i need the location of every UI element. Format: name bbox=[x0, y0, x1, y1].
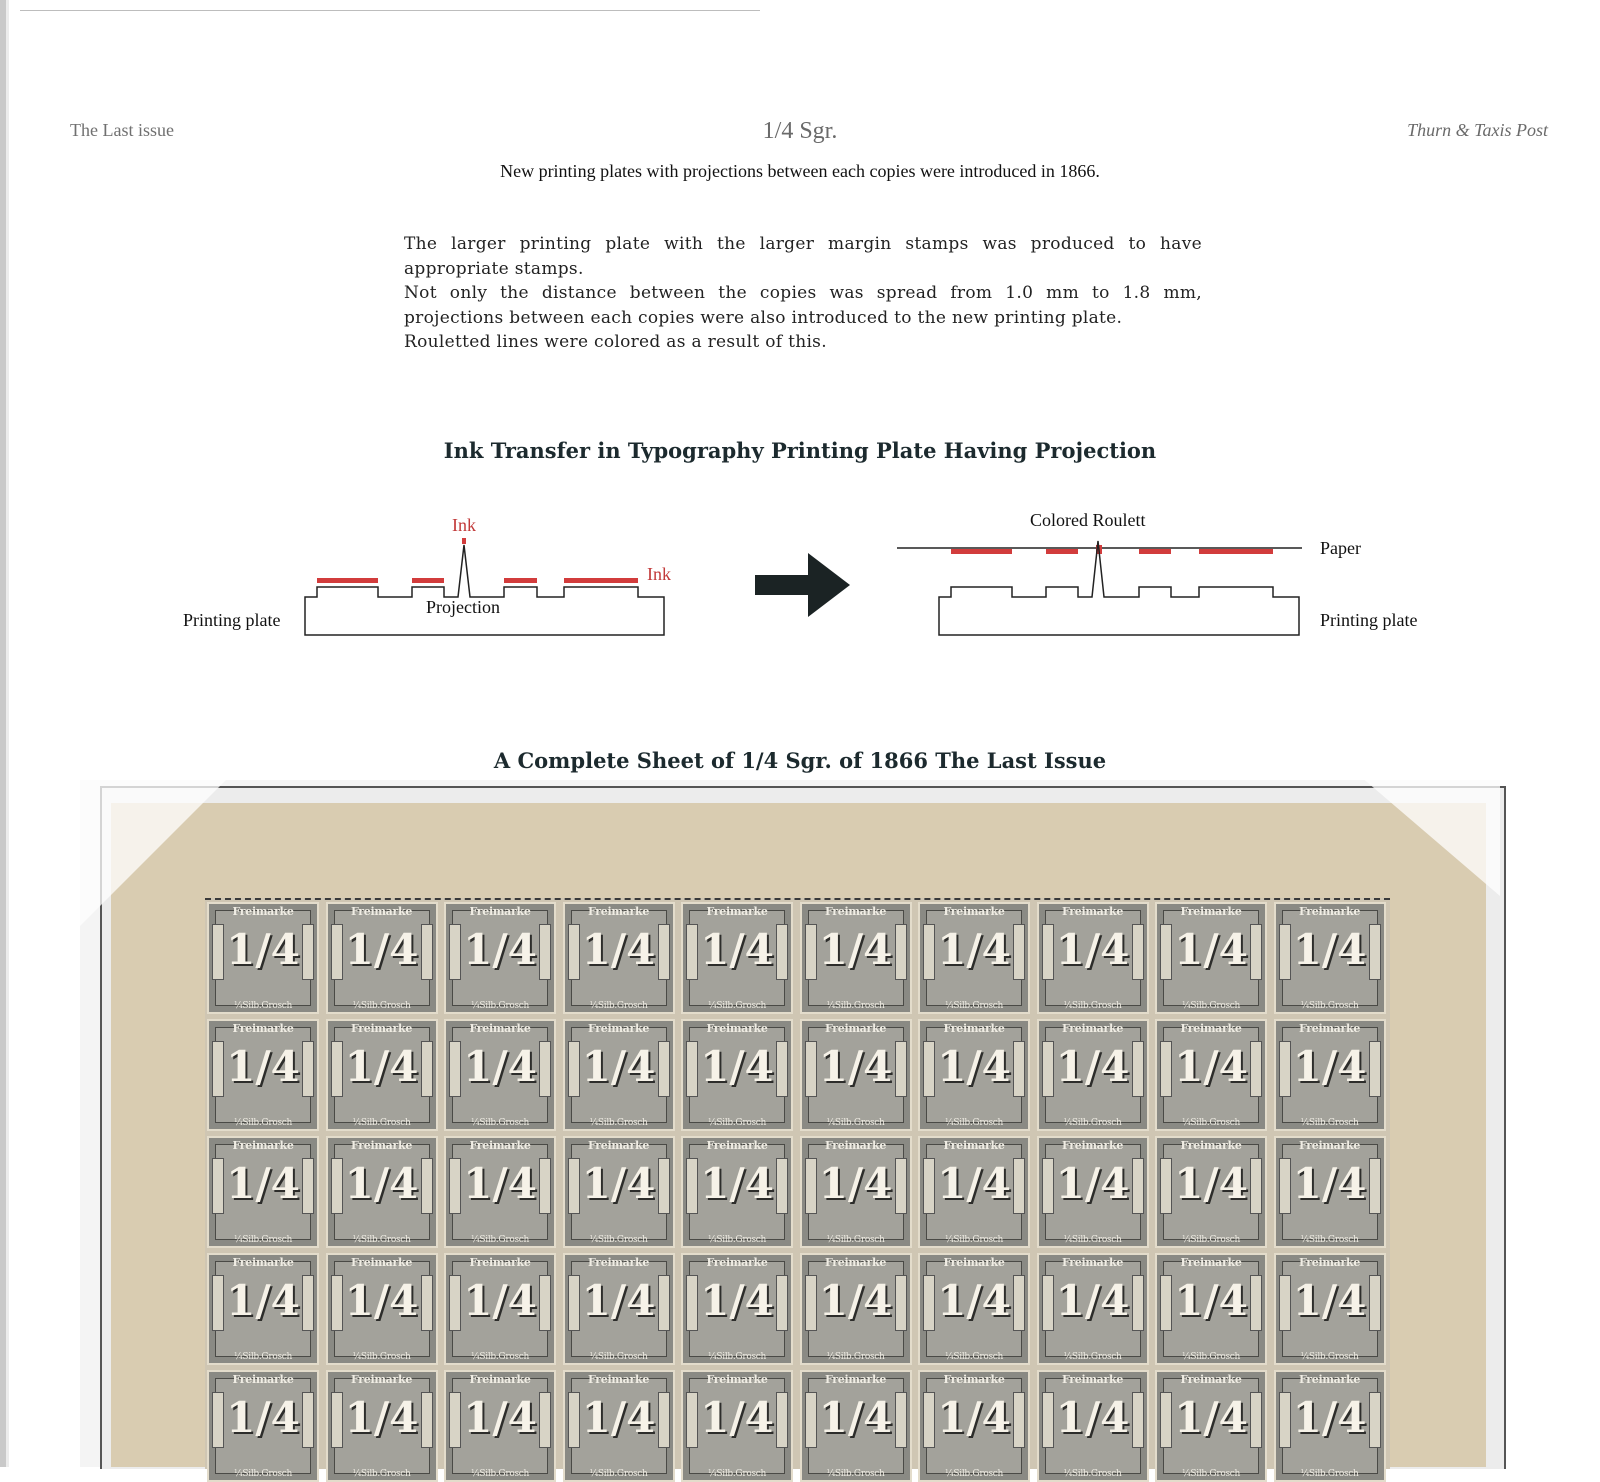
stamp bbox=[1155, 1370, 1267, 1482]
stamp-value: 1/4 bbox=[937, 1276, 1011, 1325]
arrow-icon bbox=[755, 553, 850, 617]
stamp-top-text: Freimarke bbox=[350, 1022, 413, 1035]
stamp-bottom-text: ¼Silb.Grosch bbox=[233, 1352, 293, 1362]
header-title: 1/4 Sgr. bbox=[762, 118, 838, 144]
stamp-bottom-text: ¼Silb.Grosch bbox=[589, 1352, 648, 1362]
stamp-value: 1/4 bbox=[818, 1159, 893, 1208]
stamp-bottom-text: ¼Silb.Grosch bbox=[352, 1235, 411, 1245]
stamp-top-text: Freimarke bbox=[469, 1139, 531, 1152]
stamp bbox=[207, 1253, 319, 1365]
stamp-value: 1/4 bbox=[1055, 1276, 1130, 1325]
stamp-value: 1/4 bbox=[1174, 1393, 1248, 1442]
stamp-value: 1/4 bbox=[344, 1393, 419, 1442]
description-paragraph: The larger printing plate with the larger margin stamps was produced to have appropriate stamps. bbox=[404, 234, 1202, 279]
stamp-value: 1/4 bbox=[344, 1159, 419, 1208]
stamp bbox=[1274, 902, 1386, 1014]
stamp-top-text: Freimarke bbox=[1061, 1373, 1124, 1386]
stamp bbox=[444, 902, 556, 1014]
stamp-value: 1/4 bbox=[1174, 1159, 1248, 1208]
paper-ink-mark bbox=[951, 549, 1012, 554]
stamp-top-text: Freimarke bbox=[706, 1256, 768, 1269]
description-paragraph: Rouletted lines were colored as a result of this. bbox=[404, 332, 827, 352]
left-printing-plate bbox=[305, 545, 664, 635]
stamp-value: 1/4 bbox=[1174, 925, 1248, 974]
stamp-top-text: Freimarke bbox=[1298, 1373, 1361, 1386]
stamp-value: 1/4 bbox=[226, 1042, 300, 1091]
stamp-top-text: Freimarke bbox=[1061, 1139, 1124, 1152]
stamp-bottom-text: ¼Silb.Grosch bbox=[233, 1001, 293, 1011]
stamp-value: 1/4 bbox=[1292, 925, 1367, 974]
stamp bbox=[563, 1136, 675, 1248]
stamp-value: 1/4 bbox=[1292, 1042, 1367, 1091]
stamp-bottom-text: ¼Silb.Grosch bbox=[944, 1235, 1004, 1245]
stamp-bottom-text: ¼Silb.Grosch bbox=[707, 1352, 767, 1362]
top-rule bbox=[20, 10, 760, 11]
stamp bbox=[681, 1253, 793, 1365]
stamp-top-text: Freimarke bbox=[232, 905, 294, 918]
stamp-top-text: Freimarke bbox=[824, 1139, 887, 1152]
stamp-bottom-text: ¼Silb.Grosch bbox=[707, 1001, 767, 1011]
stamp-grid bbox=[205, 898, 1390, 1479]
stamp-top-text: Freimarke bbox=[1180, 905, 1242, 918]
stamp-top-text: Freimarke bbox=[232, 1022, 294, 1035]
ink-top-label: Ink bbox=[452, 515, 476, 535]
stamp-bottom-text: ¼Silb.Grosch bbox=[589, 1001, 648, 1011]
ink-transfer-diagram bbox=[0, 505, 1600, 665]
stamp-value: 1/4 bbox=[1055, 1159, 1130, 1208]
stamp-bottom-text: ¼Silb.Grosch bbox=[944, 1469, 1004, 1479]
stamp-top-text: Freimarke bbox=[1180, 1139, 1242, 1152]
stamp-value: 1/4 bbox=[226, 1393, 300, 1442]
stamp bbox=[1155, 1136, 1267, 1248]
stamp-bottom-text: ¼Silb.Grosch bbox=[352, 1118, 411, 1128]
stamp-top-text: Freimarke bbox=[824, 1256, 887, 1269]
left-ink-layer bbox=[412, 578, 444, 583]
paper-ink-mark bbox=[1046, 549, 1078, 554]
stamp-bottom-text: ¼Silb.Grosch bbox=[233, 1235, 293, 1245]
stamp-top-text: Freimarke bbox=[706, 1022, 768, 1035]
stamp-bottom-text: ¼Silb.Grosch bbox=[589, 1118, 648, 1128]
stamp-top-text: Freimarke bbox=[1298, 1139, 1361, 1152]
stamp-value: 1/4 bbox=[818, 1393, 893, 1442]
stamp-value: 1/4 bbox=[226, 1159, 300, 1208]
stamp bbox=[681, 902, 793, 1014]
stamp-bottom-text: ¼Silb.Grosch bbox=[826, 1001, 885, 1011]
stamp bbox=[1274, 1370, 1386, 1482]
photo-corner-right bbox=[1360, 776, 1500, 896]
stamp-value: 1/4 bbox=[581, 1276, 656, 1325]
stamp-bottom-text: ¼Silb.Grosch bbox=[352, 1352, 411, 1362]
stamp-value: 1/4 bbox=[1055, 1042, 1130, 1091]
stamp-top-text: Freimarke bbox=[706, 1139, 768, 1152]
stamp-value: 1/4 bbox=[1292, 1393, 1367, 1442]
stamp bbox=[1274, 1253, 1386, 1365]
right-printing-plate bbox=[939, 541, 1299, 635]
stamp-top-text: Freimarke bbox=[232, 1139, 294, 1152]
left-ink-layer bbox=[564, 578, 638, 583]
paper-ink-mark bbox=[1199, 549, 1273, 554]
stamp-top-text: Freimarke bbox=[824, 1022, 887, 1035]
stamp-top-text: Freimarke bbox=[1061, 905, 1124, 918]
stamp-top-text: Freimarke bbox=[1180, 1022, 1242, 1035]
stamp-top-text: Freimarke bbox=[350, 1256, 413, 1269]
stamp bbox=[681, 1136, 793, 1248]
stamp bbox=[444, 1253, 556, 1365]
stamp-top-text: Freimarke bbox=[469, 1022, 531, 1035]
stamp bbox=[1037, 1136, 1149, 1248]
stamp-value: 1/4 bbox=[463, 1393, 537, 1442]
stamp-bottom-text: ¼Silb.Grosch bbox=[1300, 1001, 1359, 1011]
stamp-top-text: Freimarke bbox=[350, 1373, 413, 1386]
stamp bbox=[1037, 1253, 1149, 1365]
stamp bbox=[563, 1253, 675, 1365]
stamp-bottom-text: ¼Silb.Grosch bbox=[352, 1001, 411, 1011]
stamp bbox=[563, 1370, 675, 1482]
stamp bbox=[681, 1019, 793, 1131]
stamp-top-text: Freimarke bbox=[469, 1373, 531, 1386]
stamp-bottom-text: ¼Silb.Grosch bbox=[589, 1469, 648, 1479]
stamp-bottom-text: ¼Silb.Grosch bbox=[352, 1469, 411, 1479]
left-plate-label: Printing plate bbox=[183, 610, 281, 630]
stamp-bottom-text: ¼Silb.Grosch bbox=[1181, 1118, 1241, 1128]
stamp-top-text: Freimarke bbox=[350, 1139, 413, 1152]
stamp-bottom-text: ¼Silb.Grosch bbox=[470, 1118, 530, 1128]
stamp bbox=[1274, 1136, 1386, 1248]
description-block bbox=[404, 232, 1202, 355]
stamp-bottom-text: ¼Silb.Grosch bbox=[826, 1118, 885, 1128]
stamp-bottom-text: ¼Silb.Grosch bbox=[944, 1118, 1004, 1128]
stamp-top-text: Freimarke bbox=[587, 1022, 650, 1035]
stamp-bottom-text: ¼Silb.Grosch bbox=[1063, 1352, 1122, 1362]
stamp-value: 1/4 bbox=[818, 1276, 893, 1325]
stamp-top-text: Freimarke bbox=[232, 1373, 294, 1386]
stamp-bottom-text: ¼Silb.Grosch bbox=[1181, 1001, 1241, 1011]
stamp bbox=[1037, 1019, 1149, 1131]
stamp-bottom-text: ¼Silb.Grosch bbox=[470, 1001, 530, 1011]
stamp-top-text: Freimarke bbox=[1298, 1022, 1361, 1035]
stamp-bottom-text: ¼Silb.Grosch bbox=[944, 1001, 1004, 1011]
header-left: The Last issue bbox=[70, 120, 174, 140]
stamp-value: 1/4 bbox=[226, 1276, 300, 1325]
stamp-value: 1/4 bbox=[818, 1042, 893, 1091]
stamp bbox=[326, 1253, 438, 1365]
left-ink-layer bbox=[504, 578, 537, 583]
stamp-bottom-text: ¼Silb.Grosch bbox=[470, 1469, 530, 1479]
stamp bbox=[918, 1370, 1030, 1482]
stamp-bottom-text: ¼Silb.Grosch bbox=[1300, 1352, 1359, 1362]
paper-label: Paper bbox=[1320, 538, 1361, 558]
stamp-bottom-text: ¼Silb.Grosch bbox=[1300, 1235, 1359, 1245]
description-paragraph: Not only the distance between the copies was spread from 1.0 mm to 1.8 mm, projections between each copies were also introduced to the new printing plate. bbox=[404, 283, 1202, 328]
stamp-top-text: Freimarke bbox=[943, 1256, 1005, 1269]
stamp-value: 1/4 bbox=[818, 925, 893, 974]
stamp-top-text: Freimarke bbox=[1180, 1373, 1242, 1386]
stamp-top-text: Freimarke bbox=[1298, 1256, 1361, 1269]
stamp bbox=[444, 1136, 556, 1248]
ink-transfer-svg bbox=[0, 505, 1600, 665]
stamp-value: 1/4 bbox=[700, 1159, 774, 1208]
stamp-value: 1/4 bbox=[1292, 1276, 1367, 1325]
subtitle: New printing plates with projections between each copies were introduced in 1866. bbox=[500, 161, 1100, 181]
stamp-bottom-text: ¼Silb.Grosch bbox=[1300, 1118, 1359, 1128]
stamp-value: 1/4 bbox=[937, 1393, 1011, 1442]
stamp-value: 1/4 bbox=[581, 1393, 656, 1442]
diagram-title: Ink Transfer in Typography Printing Plate Having Projection bbox=[443, 438, 1157, 463]
stamp-top-text: Freimarke bbox=[587, 905, 650, 918]
stamp-value: 1/4 bbox=[700, 925, 774, 974]
stamp-value: 1/4 bbox=[937, 1159, 1011, 1208]
stamp-value: 1/4 bbox=[937, 1042, 1011, 1091]
stamp-top-text: Freimarke bbox=[943, 1022, 1005, 1035]
stamp bbox=[444, 1019, 556, 1131]
stamp bbox=[207, 1136, 319, 1248]
stamp bbox=[800, 1370, 912, 1482]
page-left-edge-shade bbox=[6, 0, 9, 1467]
stamp-bottom-text: ¼Silb.Grosch bbox=[1063, 1001, 1122, 1011]
stamp-top-text: Freimarke bbox=[824, 1373, 887, 1386]
stamp bbox=[918, 1019, 1030, 1131]
stamp bbox=[1155, 1019, 1267, 1131]
ink-right-label: Ink bbox=[647, 564, 671, 584]
stamp bbox=[563, 902, 675, 1014]
roulette-label: Colored Roulett bbox=[1030, 510, 1146, 530]
paper-ink-mark bbox=[1139, 549, 1171, 554]
right-plate-label: Printing plate bbox=[1320, 610, 1418, 630]
stamp bbox=[1037, 902, 1149, 1014]
stamp-top-text: Freimarke bbox=[706, 1373, 768, 1386]
stamp-value: 1/4 bbox=[344, 1042, 419, 1091]
stamp-bottom-text: ¼Silb.Grosch bbox=[944, 1352, 1004, 1362]
stamp bbox=[681, 1370, 793, 1482]
stamp-value: 1/4 bbox=[1174, 1276, 1248, 1325]
stamp-bottom-text: ¼Silb.Grosch bbox=[1063, 1469, 1122, 1479]
stamp-value: 1/4 bbox=[1055, 925, 1130, 974]
stamp-top-text: Freimarke bbox=[1061, 1256, 1124, 1269]
stamp bbox=[1274, 1019, 1386, 1131]
stamp-bottom-text: ¼Silb.Grosch bbox=[470, 1235, 530, 1245]
projection-label: Projection bbox=[426, 597, 500, 617]
stamp-value: 1/4 bbox=[1174, 1042, 1248, 1091]
stamp bbox=[1155, 1253, 1267, 1365]
stamp-bottom-text: ¼Silb.Grosch bbox=[233, 1469, 293, 1479]
projection-ink-tip bbox=[462, 538, 466, 544]
stamp-top-text: Freimarke bbox=[943, 905, 1005, 918]
stamp-top-text: Freimarke bbox=[469, 1256, 531, 1269]
stamp bbox=[800, 902, 912, 1014]
stamp-bottom-text: ¼Silb.Grosch bbox=[826, 1352, 885, 1362]
stamp-bottom-text: ¼Silb.Grosch bbox=[1181, 1352, 1241, 1362]
stamp-bottom-text: ¼Silb.Grosch bbox=[1181, 1235, 1241, 1245]
stamp bbox=[326, 1019, 438, 1131]
stamp-top-text: Freimarke bbox=[706, 905, 768, 918]
stamp-top-text: Freimarke bbox=[943, 1373, 1005, 1386]
stamp bbox=[800, 1253, 912, 1365]
left-ink-layer bbox=[317, 578, 378, 583]
stamp-bottom-text: ¼Silb.Grosch bbox=[707, 1118, 767, 1128]
stamp-top-text: Freimarke bbox=[943, 1139, 1005, 1152]
stamp bbox=[326, 1370, 438, 1482]
stamp-value: 1/4 bbox=[581, 925, 656, 974]
stamp-value: 1/4 bbox=[937, 925, 1011, 974]
stamp bbox=[918, 1136, 1030, 1248]
stamp-value: 1/4 bbox=[581, 1159, 656, 1208]
stamp bbox=[1155, 902, 1267, 1014]
stamp-top-text: Freimarke bbox=[824, 905, 887, 918]
stamp bbox=[800, 1136, 912, 1248]
stamp-value: 1/4 bbox=[463, 1159, 537, 1208]
stamp bbox=[1037, 1370, 1149, 1482]
stamp-top-text: Freimarke bbox=[587, 1373, 650, 1386]
stamp-top-text: Freimarke bbox=[1061, 1022, 1124, 1035]
stamp bbox=[326, 1136, 438, 1248]
stamp-top-text: Freimarke bbox=[587, 1139, 650, 1152]
stamp-bottom-text: ¼Silb.Grosch bbox=[589, 1235, 648, 1245]
stamp-value: 1/4 bbox=[700, 1393, 774, 1442]
stamp-value: 1/4 bbox=[344, 925, 419, 974]
stamp-bottom-text: ¼Silb.Grosch bbox=[1063, 1118, 1122, 1128]
sheet-title: A Complete Sheet of 1/4 Sgr. of 1866 The Last Issue bbox=[493, 748, 1107, 773]
stamp bbox=[800, 1019, 912, 1131]
stamp-value: 1/4 bbox=[1292, 1159, 1367, 1208]
stamp-top-text: Freimarke bbox=[587, 1256, 650, 1269]
stamp-value: 1/4 bbox=[1055, 1393, 1130, 1442]
stamp-top-text: Freimarke bbox=[350, 905, 413, 918]
stamp-bottom-text: ¼Silb.Grosch bbox=[707, 1469, 767, 1479]
stamp-bottom-text: ¼Silb.Grosch bbox=[233, 1118, 293, 1128]
stamp bbox=[326, 902, 438, 1014]
stamp-value: 1/4 bbox=[463, 1276, 537, 1325]
stamp-top-text: Freimarke bbox=[1298, 905, 1361, 918]
stamp bbox=[918, 1253, 1030, 1365]
stamp-value: 1/4 bbox=[700, 1276, 774, 1325]
stamp-bottom-text: ¼Silb.Grosch bbox=[707, 1235, 767, 1245]
stamp bbox=[918, 902, 1030, 1014]
stamp-bottom-text: ¼Silb.Grosch bbox=[826, 1469, 885, 1479]
stamp-value: 1/4 bbox=[344, 1276, 419, 1325]
stamp-value: 1/4 bbox=[581, 1042, 656, 1091]
stamp-bottom-text: ¼Silb.Grosch bbox=[826, 1235, 885, 1245]
stamp-bottom-text: ¼Silb.Grosch bbox=[1063, 1235, 1122, 1245]
stamp-top-text: Freimarke bbox=[1180, 1256, 1242, 1269]
stamp bbox=[563, 1019, 675, 1131]
stamp-bottom-text: ¼Silb.Grosch bbox=[1181, 1469, 1241, 1479]
stamp-top-text: Freimarke bbox=[469, 905, 531, 918]
header-right: Thurn & Taxis Post bbox=[1407, 120, 1548, 140]
stamp-value: 1/4 bbox=[463, 1042, 537, 1091]
stamp-bottom-text: ¼Silb.Grosch bbox=[1300, 1469, 1359, 1479]
stamp bbox=[207, 1370, 319, 1482]
stamp-value: 1/4 bbox=[463, 925, 537, 974]
stamp-bottom-text: ¼Silb.Grosch bbox=[470, 1352, 530, 1362]
stamp-value: 1/4 bbox=[700, 1042, 774, 1091]
stamp bbox=[444, 1370, 556, 1482]
stamp-value: 1/4 bbox=[226, 925, 300, 974]
stamp-top-text: Freimarke bbox=[232, 1256, 294, 1269]
stamp bbox=[207, 902, 319, 1014]
stamp bbox=[207, 1019, 319, 1131]
